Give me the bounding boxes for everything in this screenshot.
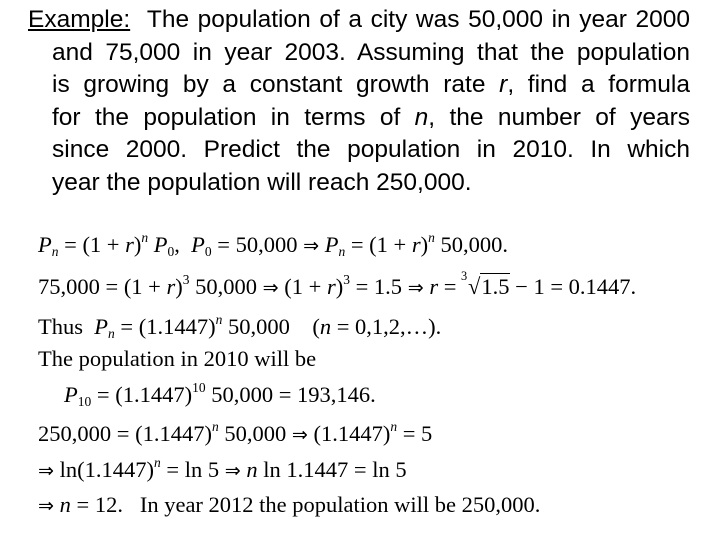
implies-arrow-icon: ⇒ [38,494,55,517]
problem-line-3: is growing by a constant growth rate r, find a formula [52,71,690,98]
example-label: Example: [28,6,131,33]
problem-statement [28,4,690,199]
solution-line-3: Thus $P_n = (1.1447)^n$ 50,000 (n = 0,1,2,…). [38,311,442,342]
cube-root: 3 √1.5 [461,269,510,299]
problem-line-5: since 2000. Predict the population in 2010. In which [52,136,690,163]
solution-line-4: The population in 2010 will be [38,346,317,371]
solution-line-5: $P_{10} = (1.1447)^{10}$ 50,000 = 193,146. [64,379,376,410]
n-values: (n = 0,1,2,…). [312,314,442,339]
years-variable: n [414,103,429,131]
solution-line-1: $P_n = (1 + r)^n$ $P_0$, $P_0 = 50,000$ ⇒ $P_n = (1 + r)^n$ 50,000. [38,229,508,260]
implies-arrow-icon: ⇒ [262,276,279,299]
problem-line-1: Example: The population of a city was 50,000 in year 2000 [28,6,690,33]
growth-rate-value: 0.1447. [568,274,637,299]
implies-arrow-icon: ⇒ [303,234,320,257]
solution-line-7: ⇒ $\ln(1.1447)^n = \ln 5$ ⇒ n ln 1.1447 = ln 5 [38,454,407,482]
problem-line-6: year the population will reach 250,000. [52,168,472,196]
implies-arrow-icon: ⇒ [224,459,241,482]
solution-line-2: $75,000 = (1 + r)^3$ 50,000 ⇒ $(1 + r)^3 = 1.5$ ⇒ r = 3 √1.5 − 1 = 0.1447. [38,269,637,299]
population-2010-value: 193,146. [297,382,376,407]
problem-line-4: for the population in terms of n, the number of years [52,103,690,131]
implies-arrow-icon: ⇒ [38,459,55,482]
solution-line-8: ⇒ n = 12. In year 2012 the population will be 250,000. [38,492,541,517]
implies-arrow-icon: ⇒ [407,276,424,299]
implies-arrow-icon: ⇒ [291,423,308,446]
final-n-value: 12. [94,492,123,517]
final-conclusion: In year 2012 the population will be 250,000. [139,492,541,517]
problem-line-2: and 75,000 in year 2003. Assuming that the population [52,38,690,66]
rate-variable: r [499,71,508,98]
solution-line-6: $250,000 = (1.1447)^n$ 50,000 ⇒ $(1.1447)^n = 5$ [38,418,433,446]
